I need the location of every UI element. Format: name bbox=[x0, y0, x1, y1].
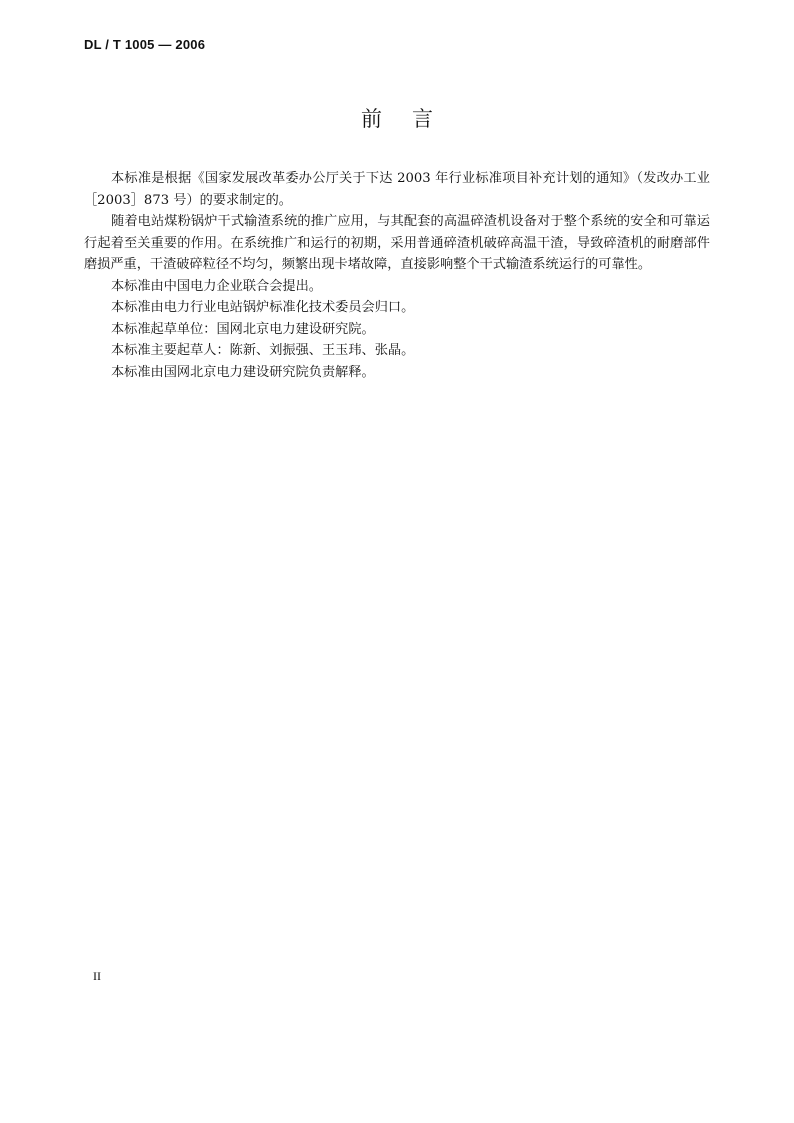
foreword-body bbox=[84, 168, 710, 383]
paragraph-background: 随着电站煤粉锅炉干式输渣系统的推广应用，与其配套的高温碎渣机设备对于整个系统的安全和可靠运行起着至关重要的作用。在系统推广和运行的初期，采用普通碎渣机破碎高温干渣，导致碎渣机的耐磨部件磨损严重，干渣破碎粒径不均匀，频繁出现卡堵故障，直接影响整个干式输渣系统运行的可靠性。 bbox=[84, 214, 710, 272]
paragraph-proposer: 本标准由中国电力企业联合会提出。 bbox=[111, 278, 322, 294]
page-title: 前言 bbox=[361, 107, 463, 131]
paragraph-interpretation: 本标准由国网北京电力建设研究院负责解释。 bbox=[111, 364, 375, 380]
page-number: II bbox=[93, 969, 101, 983]
paragraph-basis: 本标准是根据《国家发展改革委办公厅关于下达 2003 年行业标准项目补充计划的通知》（发改办工业［2003］873 号）的要求制定的。 bbox=[84, 171, 710, 208]
paragraph-drafters: 本标准主要起草人：陈新、刘振强、王玉玮、张晶。 bbox=[111, 343, 415, 358]
paragraph-drafting-unit: 本标准起草单位：国网北京电力建设研究院。 bbox=[111, 321, 375, 337]
paragraph-administrator: 本标准由电力行业电站锅炉标准化技术委员会归口。 bbox=[111, 300, 415, 315]
standard-code: DL / T 1005 — 2006 bbox=[84, 37, 206, 52]
